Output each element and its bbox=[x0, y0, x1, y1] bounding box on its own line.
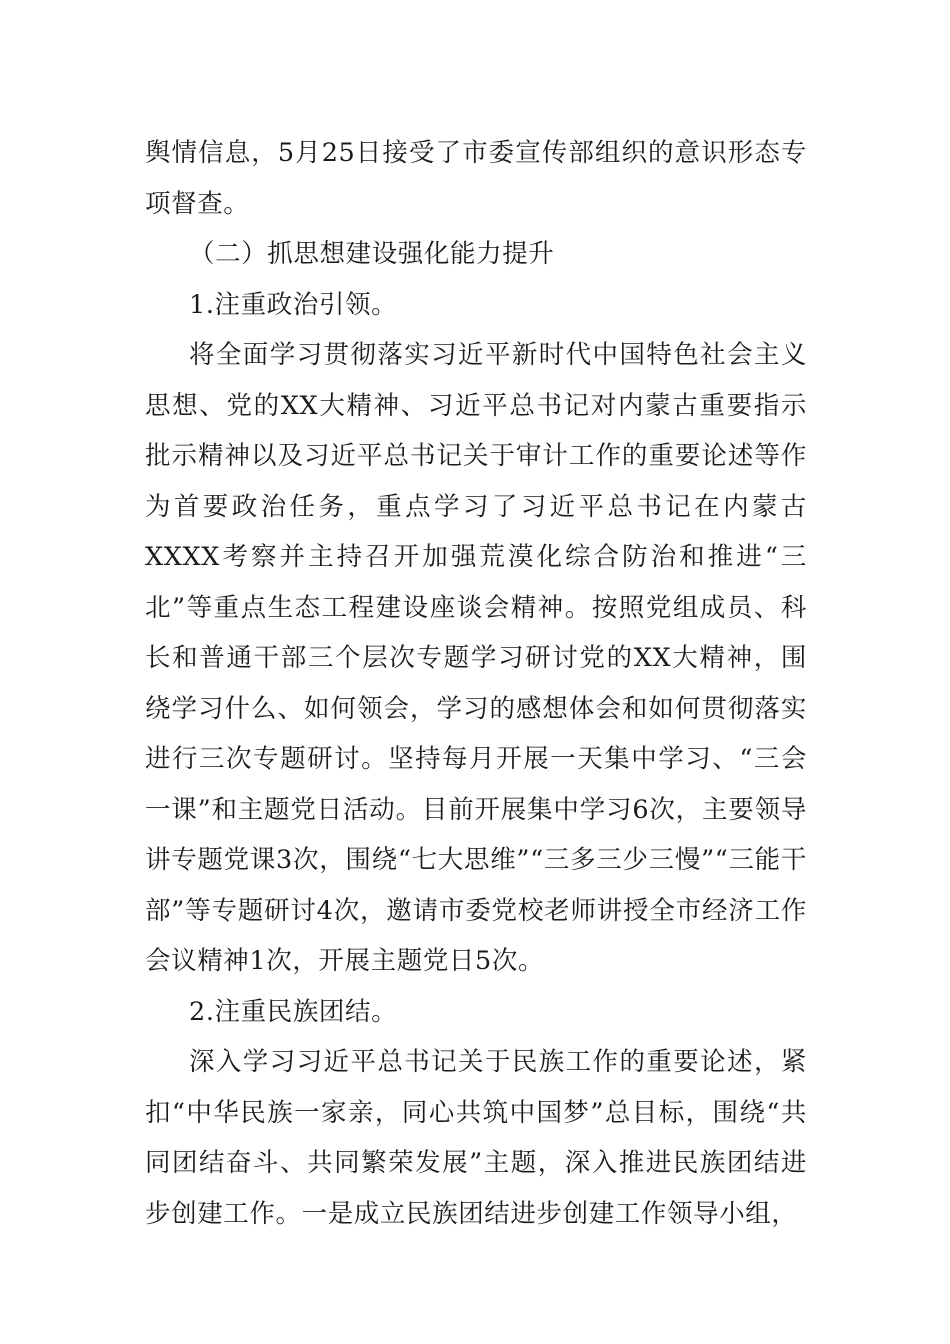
subheading-ethnic-unity: 2.注重民族团结。 bbox=[189, 996, 398, 1027]
section-heading-ideological-building: （二）抓思想建设强化能力提升 bbox=[189, 239, 555, 269]
document-body bbox=[145, 128, 807, 1239]
subheading-political-guidance: 1.注重政治引领。 bbox=[189, 289, 398, 320]
paragraph-ethnic-unity: 深入学习习近平总书记关于民族工作的重要论述，紧扣“中华民族一家亲，同心共筑中国梦”总目标，围绕“共同团结奋斗、共同繁荣发展”主题，深入推进民族团结进步创建工作。一是成立民族团结进步创建工作领导小组， bbox=[145, 1047, 807, 1229]
paragraph-continuation: 舆情信息，5月25日接受了市委宣传部组织的意识形态专项督查。 bbox=[145, 138, 807, 219]
paragraph-political-study: 将全面学习贯彻落实习近平新时代中国特色社会主义思想、党的XX大精神、习近平总书记对内蒙古重要指示批示精神以及习近平总书记关于审计工作的重要论述等作为首要政治任务，重点学习了习近平总书记在内蒙古XXXX考察并主持召开加强荒漠化综合防治和推进“三北”等重点生态工程建设座谈会精神。按照党组成员、科长和普通干部三个层次专题学习研讨党的XX大精神，围绕学习什么、如何领会，学习的感想体会和如何贯彻落实进行三次专题研讨。坚持每月开展一天集中学习、“三会一课”和主题党日活动。目前开展集中学习6次，主要领导讲专题党课3次，围绕“七大思维”“三多三少三慢”“三能干部”等专题研讨4次，邀请市委党校老师讲授全市经济工作会议精神1次，开展主题党日5次。 bbox=[145, 340, 807, 976]
